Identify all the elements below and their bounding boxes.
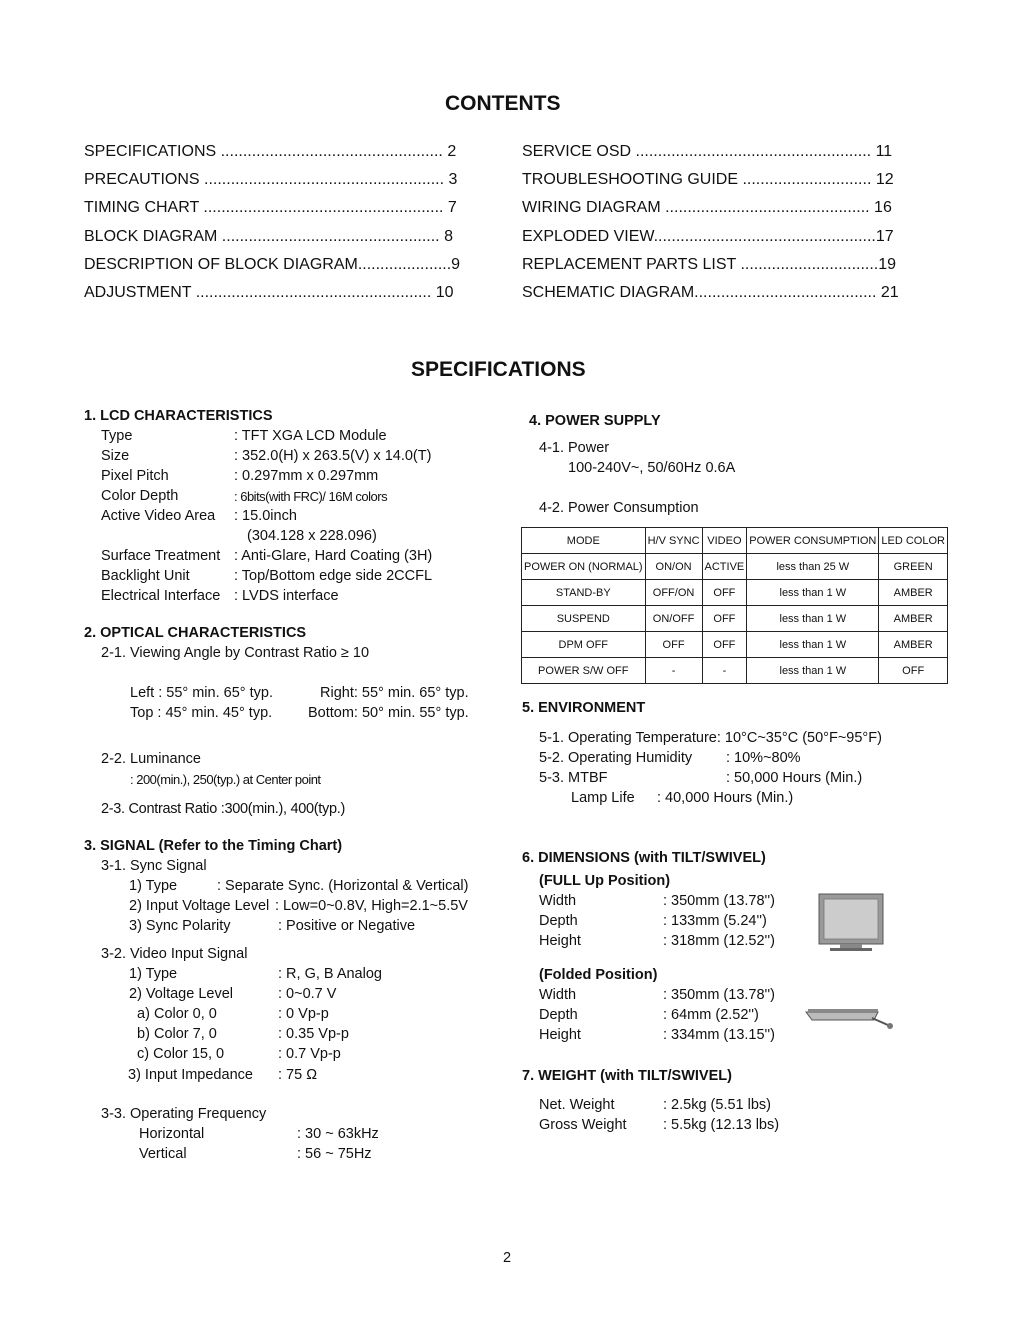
table-header: LED COLOR: [879, 528, 948, 554]
sync-signal: 3-1. Sync Signal: [101, 858, 207, 874]
spec-label: Width: [539, 987, 577, 1003]
environment-heading: 5. ENVIRONMENT: [522, 700, 646, 716]
table-cell: DPM OFF: [522, 632, 646, 658]
table-cell: AMBER: [879, 632, 948, 658]
power-label: 4-1. Power: [539, 440, 610, 456]
table-cell: OFF: [645, 632, 702, 658]
spec-value: : Separate Sync. (Horizontal & Vertical): [217, 878, 469, 894]
viewing-angle: 2-1. Viewing Angle by Contrast Ratio ≥ 10: [101, 645, 370, 661]
table-cell: OFF: [702, 606, 747, 632]
viewing-bottom: Bottom: 50° min. 55° typ.: [308, 705, 469, 721]
spec-value: : TFT XGA LCD Module: [234, 428, 387, 444]
table-cell: STAND-BY: [522, 580, 646, 606]
table-row: [522, 658, 948, 684]
spec-label: Height: [539, 933, 581, 949]
spec-value: : 0 Vp-p: [278, 1006, 329, 1022]
spec-value: : R, G, B Analog: [278, 966, 382, 982]
spec-value: : 6bits(with FRC)/ 16M colors: [234, 489, 388, 504]
operating-temperature: 5-1. Operating Temperature: 10°C~35°C (50°F~95°F): [539, 730, 882, 746]
table-cell: POWER ON (NORMAL): [522, 554, 646, 580]
table-cell: ACTIVE: [702, 554, 747, 580]
contrast-ratio: 2-3. Contrast Ratio :300(min.), 400(typ.): [101, 801, 345, 817]
spec-label: Surface Treatment: [101, 548, 221, 564]
toc-entry[interactable]: TIMING CHART ...................................................... 7: [84, 199, 457, 216]
spec-value: : 5.5kg (12.13 lbs): [663, 1117, 780, 1133]
spec-label: Vertical: [139, 1146, 187, 1162]
spec-label: Lamp Life: [571, 790, 635, 806]
spec-value: : Top/Bottom edge side 2CCFL: [234, 568, 433, 584]
table-cell: OFF: [702, 580, 747, 606]
spec-value: : 0.35 Vp-p: [278, 1026, 349, 1042]
weight-heading: 7. WEIGHT (with TILT/SWIVEL): [522, 1068, 732, 1084]
signal-heading: 3. SIGNAL (Refer to the Timing Chart): [84, 838, 343, 854]
spec-label: 2) Input Voltage Level: [129, 898, 270, 914]
spec-label: Gross Weight: [539, 1117, 627, 1133]
table-cell: less than 1 W: [747, 580, 879, 606]
spec-label: Horizontal: [139, 1126, 205, 1142]
spec-value: : 133mm (5.24''): [663, 913, 767, 929]
table-row: [522, 554, 948, 580]
table-cell: -: [702, 658, 747, 684]
spec-value: : 0~0.7 V: [278, 986, 337, 1002]
table-cell: AMBER: [879, 606, 948, 632]
spec-value: : 10%~80%: [726, 750, 801, 766]
spec-label: Color Depth: [101, 488, 179, 504]
toc-entry[interactable]: WIRING DIAGRAM .............................................. 16: [522, 199, 892, 216]
spec-value: : 2.5kg (5.51 lbs): [663, 1097, 771, 1113]
toc-entry[interactable]: TROUBLESHOOTING GUIDE ............................. 12: [522, 171, 894, 188]
table-cell: ON/OFF: [645, 606, 702, 632]
spec-value: : 0.7 Vp-p: [278, 1046, 341, 1062]
toc-entry[interactable]: SPECIFICATIONS .................................................. 2: [84, 143, 457, 160]
toc-entry[interactable]: ADJUSTMENT ..................................................... 10: [84, 284, 454, 301]
table-cell: less than 1 W: [747, 606, 879, 632]
spec-label: 3) Sync Polarity: [129, 918, 231, 934]
spec-label: 3) Input Impedance: [128, 1067, 253, 1083]
table-row: [522, 580, 948, 606]
spec-value: : 352.0(H) x 263.5(V) x 14.0(T): [234, 448, 432, 464]
spec-value: : Anti-Glare, Hard Coating (3H): [234, 548, 433, 564]
table-cell: ON/ON: [645, 554, 702, 580]
spec-value: : 64mm (2.52''): [663, 1007, 759, 1023]
lcd-heading: 1. LCD CHARACTERISTICS: [84, 408, 273, 424]
luminance-label: 2-2. Luminance: [101, 751, 201, 767]
spec-label: b) Color 7, 0: [129, 1026, 217, 1042]
spec-label: a) Color 0, 0: [129, 1006, 217, 1022]
monitor-folded-icon: [804, 1006, 896, 1032]
spec-value: : Low=0~0.8V, High=2.1~5.5V: [275, 898, 468, 914]
spec-value: : 350mm (13.78''): [663, 987, 775, 1003]
spec-value: : 350mm (13.78''): [663, 893, 775, 909]
spec-value: : 50,000 Hours (Min.): [726, 770, 863, 786]
spec-label: Depth: [539, 1007, 578, 1023]
toc-entry[interactable]: DESCRIPTION OF BLOCK DIAGRAM.....................9: [84, 256, 461, 273]
table-cell: SUSPEND: [522, 606, 646, 632]
viewing-top: Top : 45° min. 45° typ.: [130, 705, 273, 721]
power-value: 100-240V~, 50/60Hz 0.6A: [568, 460, 736, 476]
spec-value: : 15.0inch: [234, 508, 297, 524]
spec-label: 5-3. MTBF: [539, 770, 608, 786]
video-input-signal: 3-2. Video Input Signal: [101, 946, 248, 962]
table-cell: less than 1 W: [747, 632, 879, 658]
table-header-row: [522, 528, 948, 554]
viewing-left: Left : 55° min. 65° typ.: [130, 685, 273, 701]
spec-label: Net. Weight: [539, 1097, 615, 1113]
table-cell: -: [645, 658, 702, 684]
spec-label: Electrical Interface: [101, 588, 221, 604]
full-up-position: (FULL Up Position): [539, 873, 671, 889]
spec-label: Size: [101, 448, 130, 464]
table-header: MODE: [522, 528, 646, 554]
page-number: 2: [503, 1250, 512, 1266]
spec-value: (304.128 x 228.096): [247, 528, 377, 544]
spec-label: 5-2. Operating Humidity: [539, 750, 693, 766]
spec-value: : 334mm (13.15''): [663, 1027, 775, 1043]
spec-value: : LVDS interface: [234, 588, 339, 604]
table-header: POWER CONSUMPTION: [747, 528, 879, 554]
spec-value: : 0.297mm x 0.297mm: [234, 468, 379, 484]
toc-entry[interactable]: EXPLODED VIEW..................................................17: [522, 228, 894, 245]
table-cell: less than 25 W: [747, 554, 879, 580]
contents-title: CONTENTS: [445, 92, 561, 115]
table-cell: GREEN: [879, 554, 948, 580]
spec-label: Active Video Area: [101, 508, 216, 524]
spec-value: : 318mm (12.52''): [663, 933, 775, 949]
table-cell: less than 1 W: [747, 658, 879, 684]
monitor-upright-icon: [816, 892, 886, 954]
operating-frequency: 3-3. Operating Frequency: [101, 1106, 267, 1122]
power-consumption-table: [521, 527, 948, 684]
power-heading: 4. POWER SUPPLY: [529, 413, 661, 429]
folded-position: (Folded Position): [539, 967, 658, 983]
spec-label: Depth: [539, 913, 578, 929]
toc-entry[interactable]: BLOCK DIAGRAM ................................................. 8: [84, 228, 453, 245]
toc-entry[interactable]: REPLACEMENT PARTS LIST ...............................19: [522, 256, 897, 273]
specifications-title: SPECIFICATIONS: [411, 358, 586, 381]
spec-label: c) Color 15, 0: [129, 1046, 225, 1062]
power-consumption-label: 4-2. Power Consumption: [539, 500, 699, 516]
spec-label: 2) Voltage Level: [129, 986, 233, 1002]
spec-value: : 40,000 Hours (Min.): [657, 790, 794, 806]
spec-value: : Positive or Negative: [278, 918, 416, 934]
spec-label: Pixel Pitch: [101, 468, 169, 484]
luminance-value: : 200(min.), 250(typ.) at Center point: [130, 772, 321, 787]
dimensions-heading: 6. DIMENSIONS (with TILT/SWIVEL): [522, 850, 766, 866]
spec-value: : 75 Ω: [278, 1067, 318, 1083]
table-row: [522, 632, 948, 658]
spec-label: Width: [539, 893, 577, 909]
optical-heading: 2. OPTICAL CHARACTERISTICS: [84, 625, 307, 641]
spec-label: 1) Type: [129, 966, 178, 982]
spec-label: Height: [539, 1027, 581, 1043]
table-cell: OFF: [702, 632, 747, 658]
table-row: [522, 606, 948, 632]
table-cell: POWER S/W OFF: [522, 658, 646, 684]
spec-label: Backlight Unit: [101, 568, 190, 584]
table-cell: OFF/ON: [645, 580, 702, 606]
toc-entry[interactable]: PRECAUTIONS ...................................................... 3: [84, 171, 458, 188]
spec-value: : 30 ~ 63kHz: [297, 1126, 379, 1142]
table-cell: AMBER: [879, 580, 948, 606]
table-header: H/V SYNC: [645, 528, 702, 554]
table-cell: OFF: [879, 658, 948, 684]
spec-label: 1) Type: [129, 878, 178, 894]
table-header: VIDEO: [702, 528, 747, 554]
toc-entry[interactable]: SCHEMATIC DIAGRAM......................................... 21: [522, 284, 899, 301]
toc-entry[interactable]: SERVICE OSD ..................................................... 11: [522, 143, 893, 160]
spec-label: Type: [101, 428, 133, 444]
viewing-right: Right: 55° min. 65° typ.: [320, 685, 469, 701]
spec-value: : 56 ~ 75Hz: [297, 1146, 372, 1162]
